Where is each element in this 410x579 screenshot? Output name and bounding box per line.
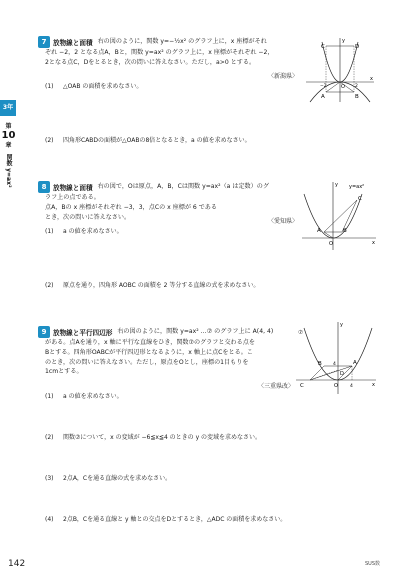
problem-9-figure xyxy=(294,320,378,396)
point-label-b: B xyxy=(343,228,347,234)
problem-source: 〈新潟県〉 xyxy=(268,73,299,80)
problem-source: 〈愛知県〉 xyxy=(268,218,299,225)
point-label-c: C xyxy=(358,196,362,202)
question-item xyxy=(45,392,123,401)
question-item xyxy=(45,136,251,145)
question-text: a の値を求めなさい。 xyxy=(63,228,123,235)
question-text: a の値を求めなさい。 xyxy=(63,393,123,400)
question-item xyxy=(45,515,286,524)
tick-label: 2 xyxy=(355,84,358,89)
question-item xyxy=(45,433,261,442)
problem-title: 放物線と面積 xyxy=(53,184,93,192)
problem-8-figure xyxy=(300,180,378,252)
problem-9-body xyxy=(45,338,305,377)
problem-number: 9 xyxy=(38,326,50,338)
y-axis-label: y xyxy=(342,38,345,44)
problem-line: Bとする。四角形OABCが平行四辺形となるように，x 軸上に点Cをとる。こ xyxy=(45,348,253,356)
problem-7-header xyxy=(38,36,267,48)
problem-line: ぞれ −2，2 となる点A，Bと，関数 y=ax² のグラフ上に，x 座標がそれぞれ −2， xyxy=(45,49,274,56)
point-label-a: A xyxy=(321,94,325,100)
problem-8-body xyxy=(45,193,305,222)
x-axis-label: x xyxy=(372,382,375,388)
curve-equation-label: y=ax² xyxy=(349,184,365,190)
point-label-b: B xyxy=(355,94,359,100)
grade-tab: 3年 xyxy=(0,100,16,116)
page-number: 142 xyxy=(8,559,26,569)
problem-7-figure xyxy=(304,36,376,104)
point-label-c: C xyxy=(300,383,304,389)
question-number: (2) xyxy=(45,282,54,289)
question-number: (1) xyxy=(45,228,54,235)
question-text: △OAB の面積を求めなさい。 xyxy=(63,83,143,90)
problem-line: 右の図のように，関数 y=−½x² のグラフ上に，x 座標がそれ xyxy=(97,38,267,46)
problem-number: 8 xyxy=(38,181,50,193)
problem-line: ラフ上の点である。 xyxy=(45,194,100,201)
y-axis-label: y xyxy=(335,182,338,188)
question-text: 2点B，Cを通る直線と y 軸との交点をDとするとき，△ADC の面積を求めなさい。 xyxy=(63,516,287,523)
problem-number: 7 xyxy=(38,36,50,48)
question-item xyxy=(45,281,259,290)
question-text: 2点A，Cを通る直線の式を求めなさい。 xyxy=(63,475,172,482)
question-number: (1) xyxy=(45,83,54,90)
problem-line: 点A，Bの x 座標がそれぞれ −3，3，点Cの x 座標が 6 である xyxy=(45,203,217,211)
y-axis-label: y xyxy=(340,322,343,328)
origin-label: O xyxy=(334,383,338,389)
curve-label: ⑦ xyxy=(298,330,303,336)
question-item xyxy=(45,474,171,483)
problem-line: 右の図で，Oは原点，A，B，Cは関数 y=ax²（a は定数）のグ xyxy=(97,183,269,191)
footer-code: SUS数 xyxy=(364,561,380,567)
problem-line: 右の図のように，関数 y=ax² …⑦ のグラフ上に A(4, 4) xyxy=(117,328,274,336)
origin-label: O xyxy=(341,84,345,90)
question-number: (3) xyxy=(45,475,54,482)
question-text: 関数⑦について，x の変域が −6≦x≦4 のときの y の変域を求めなさい。 xyxy=(63,434,262,441)
x-axis-label: x xyxy=(372,240,375,246)
problem-line: とき，次の問いに答えなさい。 xyxy=(45,213,131,221)
chapter-prefix: 第 xyxy=(5,123,12,130)
problem-line: 1cmとする。 xyxy=(45,368,83,376)
problem-source: 〈三重県改〉 xyxy=(258,383,295,390)
chapter-suffix: 章 xyxy=(5,142,12,149)
point-label-c: C xyxy=(321,44,325,50)
point-label-a: A xyxy=(353,360,357,366)
chapter-number: 10 xyxy=(1,130,16,141)
question-text: 四角形CABDの面積が△OABの8倍となるとき，a の値を求めなさい。 xyxy=(63,137,251,144)
question-item xyxy=(45,227,123,236)
problem-title: 放物線と面積 xyxy=(53,39,93,47)
question-number: (2) xyxy=(45,434,54,441)
tick-label: 4 xyxy=(350,384,353,389)
question-text: 原点を通り，四角形 AOBC の面積を 2 等分する直線の式を求めなさい。 xyxy=(63,282,260,289)
problem-line: のとき，次の問いに答えなさい。ただし，原点をOとし，座標の1目もりを xyxy=(45,358,249,366)
problem-7-body xyxy=(45,48,305,68)
origin-label: O xyxy=(329,241,333,247)
tick-label: 4 xyxy=(333,362,336,367)
chapter-marker xyxy=(1,123,16,149)
question-item xyxy=(45,82,142,91)
point-label-d: D xyxy=(355,44,360,50)
point-label-d: D xyxy=(340,371,344,377)
x-axis-label: x xyxy=(370,76,373,82)
point-label-a: A xyxy=(317,228,321,234)
problem-8-header xyxy=(38,181,269,193)
problem-line: がある。点Aを通り，x 軸に平行な直線をひき，関数⑦のグラフと交わる点を xyxy=(45,339,255,346)
problem-title: 放物線と平行四辺形 xyxy=(53,329,113,337)
tick-label: −2 xyxy=(320,84,327,89)
chapter-title: 関数 y=ax² xyxy=(5,154,12,188)
question-number: (4) xyxy=(45,516,54,523)
problem-9-header xyxy=(38,326,273,338)
problem-line: 2となる点C，Dをとるとき，次の問いに答えなさい。ただし，a>0 とする。 xyxy=(45,58,256,66)
question-number: (2) xyxy=(45,137,54,144)
point-label-b: B xyxy=(318,361,322,367)
question-number: (1) xyxy=(45,393,54,400)
